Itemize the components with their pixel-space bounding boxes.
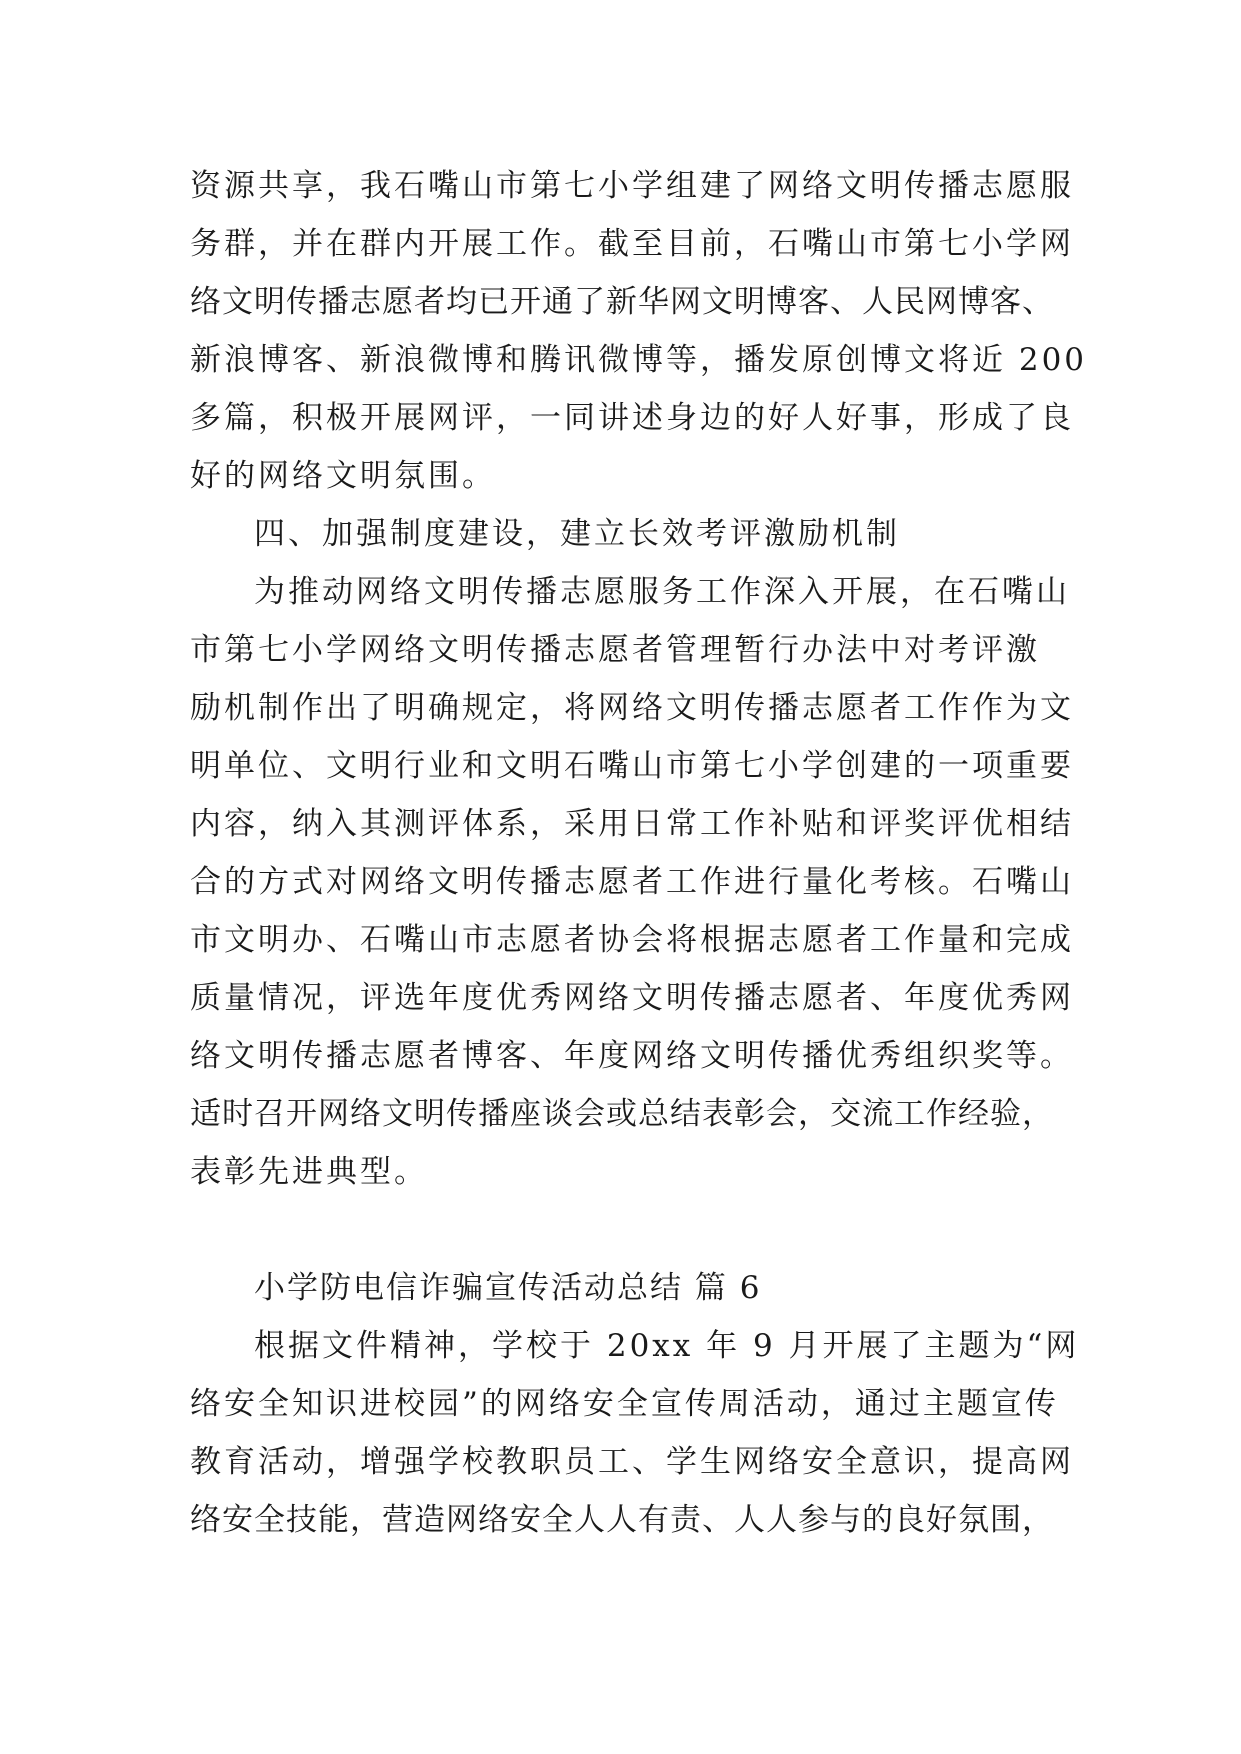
paragraph-line: 新浪博客、新浪微博和腾讯微博等，播发原创博文将近 200 [190, 342, 1088, 378]
paragraph-line: 多篇，积极开展网评，一同讲述身边的好人好事，形成了良 [190, 400, 1074, 436]
paragraph-line: 励机制作出了明确规定，将网络文明传播志愿者工作作为文 [190, 690, 1074, 726]
section-heading: 四、加强制度建设，建立长效考评激励机制 [254, 516, 900, 552]
paragraph-line: 络安全技能，营造网络安全人人有责、人人参与的良好氛围， [190, 1502, 1054, 1538]
paragraph-line: 明单位、文明行业和文明石嘴山市第七小学创建的一项重要 [190, 748, 1074, 784]
paragraph-line: 适时召开网络文明传播座谈会或总结表彰会，交流工作经验， [190, 1096, 1054, 1132]
paragraph-line: 质量情况，评选年度优秀网络文明传播志愿者、年度优秀网 [190, 980, 1074, 1016]
paragraph-line: 络文明传播志愿者博客、年度网络文明传播优秀组织奖等。 [190, 1038, 1074, 1074]
paragraph-line: 表彰先进典型。 [190, 1154, 428, 1190]
paragraph-line: 务群，并在群内开展工作。截至目前，石嘴山市第七小学网 [190, 226, 1074, 262]
paragraph-line: 好的网络文明氛围。 [190, 458, 496, 494]
paragraph-line: 络文明传播志愿者均已开通了新华网文明博客、人民网博客、 [190, 284, 1054, 320]
paragraph-line: 络安全知识进校园”的网络安全宣传周活动，通过主题宣传 [190, 1386, 1059, 1422]
paragraph-line: 市文明办、石嘴山市志愿者协会将根据志愿者工作量和完成 [190, 922, 1074, 958]
paragraph-line: 内容，纳入其测评体系，采用日常工作补贴和评奖评优相结 [190, 806, 1074, 842]
paragraph-line: 为推动网络文明传播志愿服务工作深入开展，在石嘴山 [254, 574, 1070, 610]
paragraph-line: 教育活动，增强学校教职员工、学生网络安全意识，提高网 [190, 1444, 1074, 1480]
section-title: 小学防电信诈骗宣传活动总结 篇 6 [254, 1270, 762, 1306]
paragraph-line: 资源共享，我石嘴山市第七小学组建了网络文明传播志愿服 [190, 168, 1074, 204]
paragraph-line: 根据文件精神，学校于 20xx 年 9 月开展了主题为“网 [254, 1328, 1080, 1364]
paragraph-line: 市第七小学网络文明传播志愿者管理暂行办法中对考评激 [190, 632, 1040, 668]
paragraph-line: 合的方式对网络文明传播志愿者工作进行量化考核。石嘴山 [190, 864, 1074, 900]
